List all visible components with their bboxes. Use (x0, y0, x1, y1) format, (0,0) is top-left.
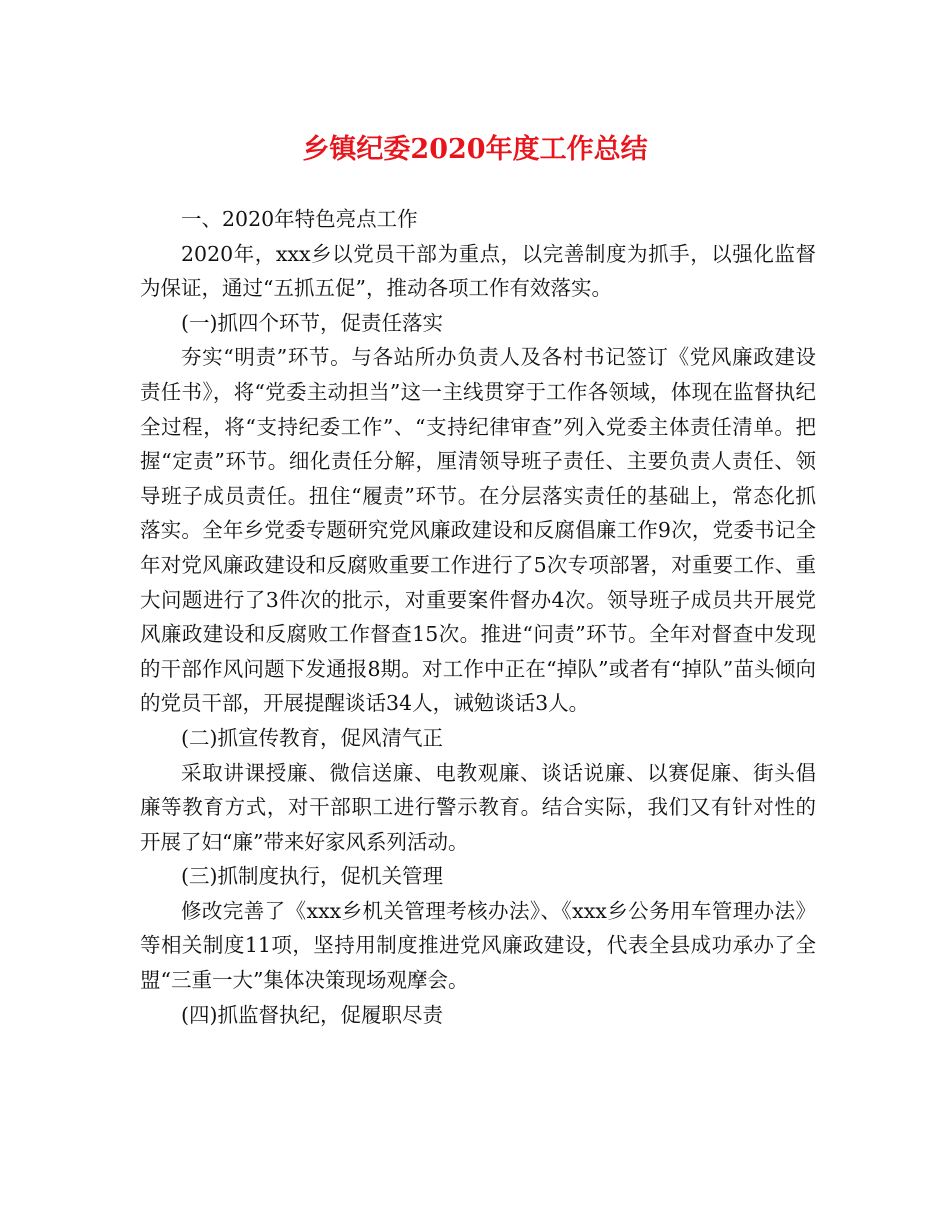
section-heading-1: 一、2020年特色亮点工作 (181, 207, 418, 231)
subsection-heading-1: (一)抓四个环节，促责任落实 (181, 310, 443, 335)
paragraph-intro: 2020年，xxx乡以党员干部为重点，以完善制度为抓手，以强化监督为保证，通过“五抓五促”，推动各项工作有效落实。 (140, 241, 816, 301)
paragraph-education: 采取讲课授廉、微信送廉、电教观廉、谈话说廉、以赛促廉、街头倡廉等教育方式，对干部职工进行警示教育。结合实际，我们又有针对性的开展了妇“廉”带来好家风系列活动。 (140, 760, 816, 854)
subsection-heading-3: (三)抓制度执行，促机关管理 (181, 864, 443, 889)
document-body (140, 202, 816, 1032)
subsection-heading-2: (二)抓宣传教育，促风清气正 (181, 725, 443, 750)
paragraph-institution: 修改完善了《xxx乡机关管理考核办法》、《xxx乡公务用车管理办法》等相关制度11项，坚持用制度推进党风廉政建设，代表全县成功承办了全盟“三重一大”集体决策现场观摩会。 (140, 898, 816, 993)
subsection-heading-4: (四)抓监督执纪，促履职尽责 (181, 1002, 443, 1027)
document-title: 乡镇纪委2020年度工作总结 (302, 134, 648, 165)
paragraph-responsibility: 夯实“明责”环节。与各站所办负责人及各村书记签订《党风廉政建设责任书》，将“党委主动担当”这一主线贯穿于工作各领域，体现在监督执纪全过程，将“支持纪委工作”、“支持纪律审查”列入党委主体责任清单。把握“定责”环节。细化责任分解，厘清领导班子责任、主要负责人责任、领导班子成员责任。扭住“履责”环节。在分层落实责任的基础上，常态化抓落实。全年乡党委专题研究党风廉政建设和反腐倡廉工作9次，党委书记全年对党风廉政建设和反腐败重要工作进行了5次专项部署，对重要工作、重大问题进行了3件次的批示，对重要案件督办4次。领导班子成员共开展党风廉政建设和反腐败工作督查15次。推进“问责”环节。全年对督查中发现的干部作风问题下发通报8期。对工作中正在“掉队”或者有“掉队”苗头倾向的党员干部，开展提醒谈话34人，诫勉谈话3人。 (140, 345, 816, 716)
